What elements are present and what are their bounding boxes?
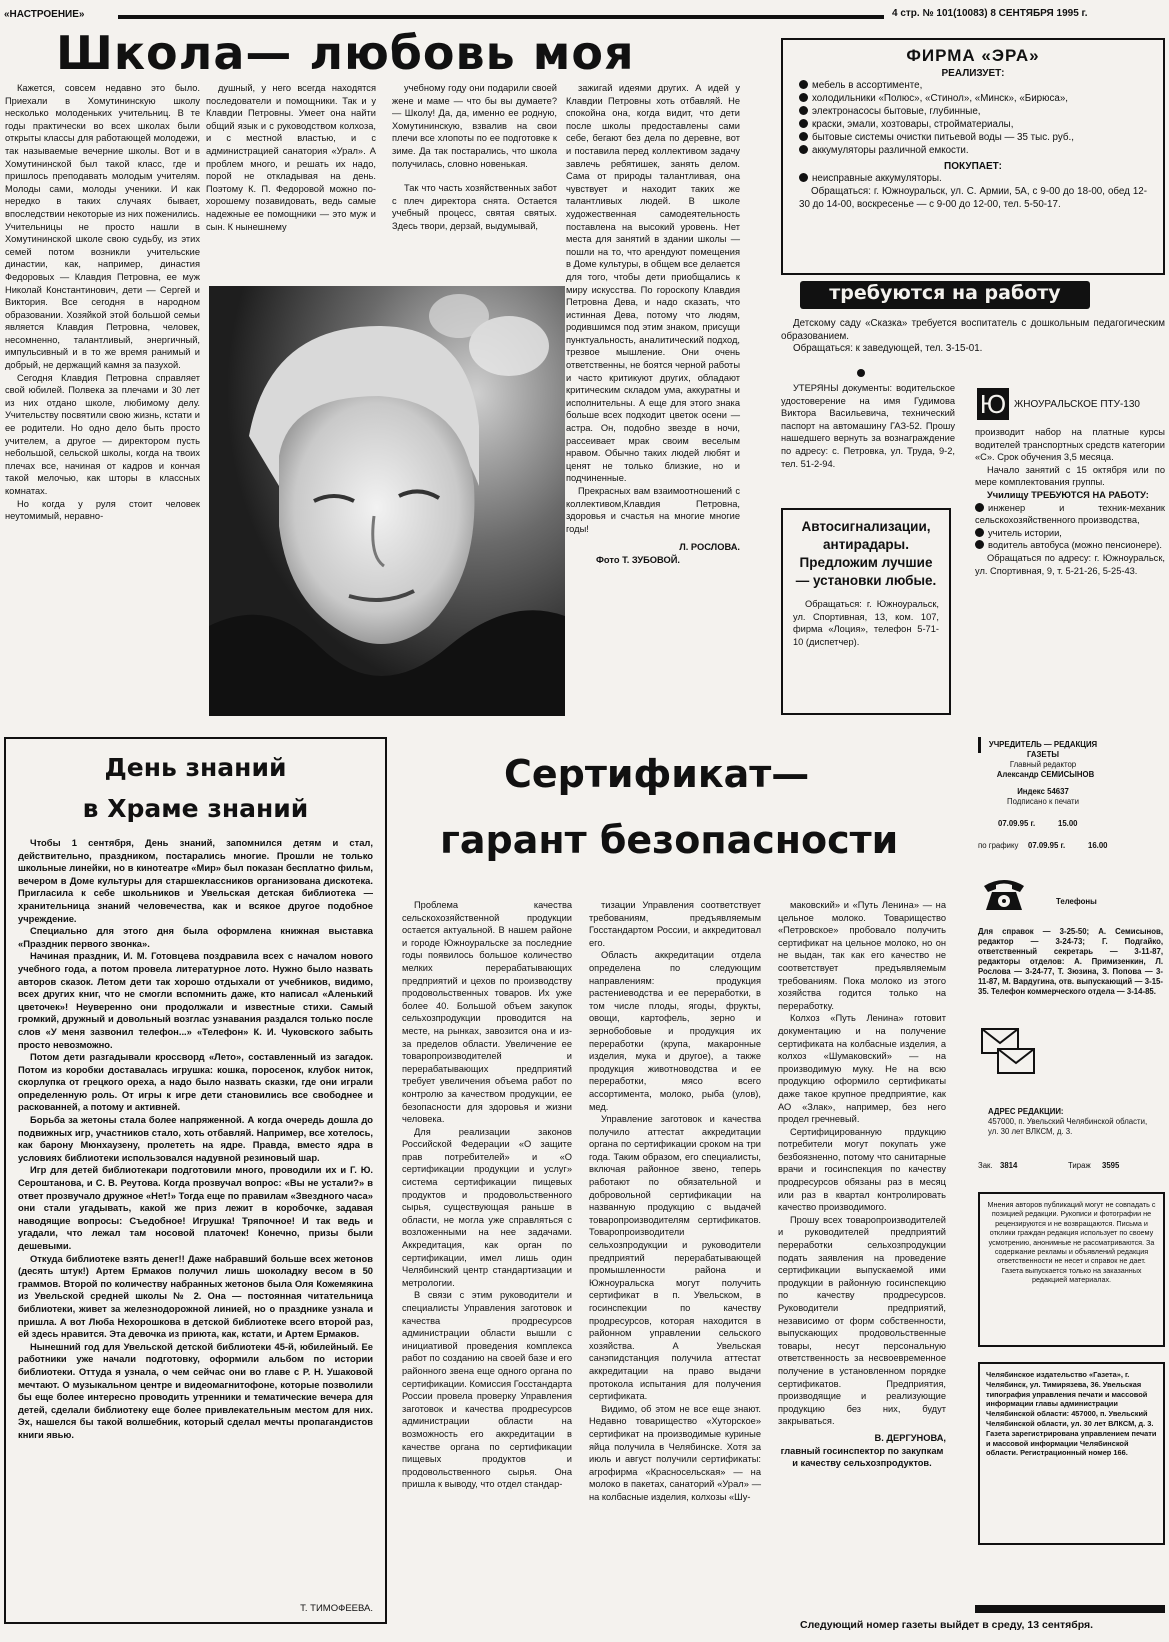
cert-col3: маковский» и «Путь Ленина» — на цельное молоко. Товарищество «Петровское» пробовало получить сертификат на цельное молоко, но он не выдан, так как его качество не соответствует предъявляемым требованиям. Пока молоко из этого хозяйства годится только на переработку. Колхоз «Путь Ленина» готовит документацию и на получение сертификата на колбасные изделия, а колхоз «Шумаковский» — на производимую муку. Не на всю продукцию оформило сертификаты даже такое крупное предприятие, как АО «Злак», например, без него продел гречневый. Сертифицированную прдукцию потребители могут покупать уже безбоязненно, потому что санитарные врачи и госинспекция по качеству продресурсов обязаны раз в месяц или раз в квартал контролировать качество производимого. Прошу всех товаропроизводителей и руководителей предприятий переработки сельхозпродукции подать заявления на проведение сертификации выпускаемой ими продукции в районную госинспекцию по качеству продресурсов. Руководители предприятий, независимо от форм собственности, выпускающих продовольственные товары, несут персональную ответственность за несвоевременное получение в установленном порядке сертификатов. Предприятия, производящие и реализующие продукцию без них, будут закрываться. В. ДЕРГУНОВА, главный госинспектор по закупкам и качеству сельхозпродуктов. xyxy=(778,900,946,1469)
cert-col2: тизации Управления соответствует требованиям, предъявляемым Госстандартом России, и аккредитовал его. Область аккредитации отдела определена по следующим направлениям: продукция растениеводства и ее переработки, в том числе плоды, ягоды, фрукты, овощи, картофель, зерно и зернобобовые и продукция их переработки (крупа, макаронные изделия, мука и другое), а также продукция животноводства и ее переработки, мясо всего ассортимента, молоко, рыба (улов), мед. Управление заготовок и качества получило аттестат аккредитации органа по сертификации сроком на три года. Таким образом, его специалисты, включая районное звено, теперь работают по обязательной и добровольной сертификации на названную продукцию с выдачей товаропроизводителям сертификатов. Товаропроизводители сельхозпродукции и руководители предприятий перерабатывающей промышленности района и Южноуральска могут получить сертификат в п. Увельском, в госинспекции по качеству продресурсов, которая находится в районном управлении сельского хозяйства. А Увельская санэпидстанция получила аттестат аккредитации на право выдачи протокола испытания для получения сертификата. Видимо, об этом не все еще знают. Недавно товарищество «Хуторское» сертификат на производимые куриные яйца получила в Челябинске. Хотя за июль и август получили сертификаты: агрофирма «Красносельская» — на молоко в пакетах, санаторий «Урал» — на колбасные изделия, колхозы «Шу- xyxy=(589,900,761,1502)
footer-rule xyxy=(975,1605,1165,1613)
lost-documents-ad: УТЕРЯНЫ документы: водительское удостоверение на имя Гудимова Виктора Васильевича, технический паспорт на автомашину ГАЗ-52. Прошу нашедшего вернуть за вознаграждение по адресу: с. Петровка, ул. Труда, 9-2, тел. 51-2-94. xyxy=(781,383,955,469)
list-item: аккумуляторы различной емкости. xyxy=(799,144,1147,157)
printing-box xyxy=(978,1362,1165,1545)
masthead-copies: 3595 xyxy=(1102,1161,1120,1170)
masthead-phones: Для справок — 3-25-50; А. Семисынов, редактор — 3-24-73; Г. Подгайко, ответственный секретарь — 3-11-87, редакторы отделов: А. Примизенкин, Л. Рослова — 3-24-77, Т. Зюзина, З. Попова — 3-11-87, М. Вардугина, отв. выпускающий — 3-15-35. Телефон коммерческого отдела — 3-14-85. xyxy=(978,927,1163,996)
masthead-editor-label: Главный редактор xyxy=(1009,760,1077,769)
masthead-time1: 15.00 xyxy=(1058,819,1078,828)
masthead-address: 457000, п. Увельский Челябинской области, ул. 30 лет ВЛКСМ, д. 3. xyxy=(988,1117,1148,1136)
masthead-founder: УЧРЕДИТЕЛЬ — РЕДАКЦИЯ ГАЗЕТЫ xyxy=(988,740,1098,759)
knowledge-title-1: День знаний xyxy=(104,753,287,782)
list-item: инженер и техник-механик сельскохозяйственного производства, xyxy=(975,502,1165,526)
knowledge-title-2: в Храме знаний xyxy=(82,794,309,823)
masthead-printing: Челябинское издательство «Газета», г. Челябинск, ул. Тимирязева, 36. Увельская типография управления печати и массовой информации главы администрации Челябинской области: 457000, п. Увельский Челябинской области, ул. 30 лет ВЛКСМ, д. 3. Газета зарегистрирована управлением печати и массовой информации Челябинской области. Регистрационный номер 166. xyxy=(986,1370,1157,1458)
masthead-copies-label: Тираж xyxy=(1068,1161,1091,1170)
next-issue-note: Следующий номер газеты выйдет в среду, 13 сентября. xyxy=(800,1619,1094,1631)
firma-title: ФИРМА «ЭРА» xyxy=(906,46,1040,65)
firma-contact: Обращаться: г. Южноуральск, ул. С. Армии, 5А, с 9-00 до 18-00, обед 12-30 до 14-00, воскресенье — с 9-00 до 12-00, тел. 5-50-17. xyxy=(799,186,1147,210)
jobs-ad-kindergarten: Детскому саду «Сказка» требуется воспитатель с дошкольным педагогическим образованием. Обращаться: к заведующей, тел. 3-15-01. xyxy=(781,318,1165,355)
cert-title-2: гарант безопасности xyxy=(440,818,899,862)
list-item: электронасосы бытовые, глубинные, xyxy=(799,105,1147,118)
list-item: бытовые системы очистки питьевой воды — 35 тыс. руб., xyxy=(799,131,1147,144)
telephone-icon xyxy=(980,872,1028,912)
list-item: холодильники «Полюс», «Стинол», «Минск», «Бирюса», xyxy=(799,92,1147,105)
school-article-author: Л. РОСЛОВА. xyxy=(679,542,740,553)
corner-mark xyxy=(978,737,981,753)
masthead-signed: Подписано к печати xyxy=(1007,797,1079,806)
cert-author: В. ДЕРГУНОВА, xyxy=(874,1432,946,1443)
separator-dot xyxy=(857,369,865,377)
ptu-ad: производит набор на платные курсы водителей транспортных средств категории «С». Срок обучения 3,5 месяца. Начало занятий с 15 октября или по мере комплектования группы. Училищу ТРЕБУЮТСЯ НА РАБОТУ: инженер и техник-механик сельскохозяйственного производства, учитель истории, водитель автобуса (можно пенсионере). Обращаться по адресу: г. Южноуральск, ул. Спортивная, 9, т. 5-21-26, 5-25-43. xyxy=(975,427,1165,576)
firma-sells-label: РЕАЛИЗУЕТ: xyxy=(941,68,1005,79)
masthead-date1: 07.09.95 г. xyxy=(998,819,1036,828)
knowledge-article-body: Чтобы 1 сентября, День знаний, запомнился детям и стал, действительно, праздником, постарались многие. Прошли не только школьные линейки, но в кинотеатре «Мир» был показан бесплатно фильм, вечером в Доме культуры для старшеклассников организована дискотека. Пригласила к себе школьников и Увельская детская библиотека — хранительница знаний человечества, как и всякое другое подобное учреждение. Специально для этого дня была оформлена книжная выставка «Праздник первого звонка». Начиная праздник, И. М. Готовцева поздравила всех с началом нового учебного года, а потом провела литературное лото. Нужно было назвать авторов сказок. Летом дети так хорошо отдыхали от учебников, видимо, всех других книг, что не смогли вспомнить даже, кто написал «Аленький цветочек»! Неуверенно они продолжали и известные стихи. Самый громкий, дружный и довольный возглас узнавания раздался только после слов «У меня зазвонил телефон...» «Телефон» К. И. Чуковского забыть просто невозможно. Потом дети разгадывали кроссворд «Лето», составленный из загадок. Потом из коробки доставалась игрушка: кошка, поросенок, клубок ниток, скорлупка от грецкого ореха, а надо было назвать сказки, где они играли определенную роль. От игры к игре дети становились все свободнее и раскованней, а потому и активней. Борьба за жетоны стала более напряженной. А когда очередь дошла до подвижных игр, участников стало, хоть отбавляй. Например, все хотелось, как барону Мюнхаузену, пролететь на ядре. Правда, вместо ядра в условиях библиотеки использовался надувной резиновый шар. Игр для детей библиотекари подготовили много, проводили их и Г. Ю. Сероштанова, и С. В. Реутова. Когда прозвучал вопрос: «Вы не устали?» в ответ прозвучало дружное «Нет!» Тогда еще по правилам «Звездного часа» они стали угадывать, какой же приз лежит в коробочке, задавая наводящие вопросы: Съедобное! Игрушка! Тряпочное! И так ведь и угадали, что лежал там носовой платочек! Конечно, призы были дешевыми. Откуда библиотеке взять денег!! Даже набравший больше всех жетонов (десять штук!) Артем Ермаков получил лишь шоколадку весом в 50 граммов. Второй по количеству набранных жетонов была Оля Кожемякина из Увельской средней школы № 2. Она — постоянная читательница библиотеки, живет за железнодорожной линией, но о празднике узнала и пришла. А вот Люба Нехорошкова в детской библиотеке всего второй раз, ей здесь нравится. Эта девочка из приюта, как, кстати, и Артем Ермаков. Нынешний год для Увельской детской библиотеки 45-й, юбилейный. Ее работники уже начали подготовку, оформили альбом по истории библиотеки. Оттуда я узнала, о чем сейчас они во главе с Р. Н. Ушаковой мечтают. О музыкальном центре и видеомагнитофоне, которые позволили бы еще более интересно проводить утренники и тематические вечера для детей, сделали библиотеку еще более привлекательным местом для них. Эх, нашелся бы такой волшебник, который сделал мечты пропагандистов книги явью. xyxy=(18,837,373,1440)
header-rule xyxy=(118,15,884,19)
masthead xyxy=(978,737,1165,1610)
masthead-schedule-label: по графику xyxy=(978,841,1019,850)
cert-title-1: Сертификат— xyxy=(504,752,810,796)
auto-ad-contact: Обращаться: г. Южноуральск, ул. Спортивная, 13, ком. 107, фирма «Лоция», телефон 5-71-10 (диспетчер). xyxy=(793,599,939,647)
jobs-banner-text: требуются на работу xyxy=(829,282,1061,304)
knowledge-author: Т. ТИМОФЕЕВА. xyxy=(300,1603,373,1614)
school-article-col2: душный, у него всегда находятся последователи и помощники. Так и у Клавдии Петровны. Умеет она найти общий язык и с руководством колхоза, и с местной властью, и с администрацией санатория «Урал». А проблем много, и решать их надо, порой не откладывая на день. Поэтому К. П. Федоровой можно по-хорошему позавидовать, ведь самые надежные ее помощники — это муж и сын. К нынешнему xyxy=(206,83,376,232)
photo-credit: Фото Т. ЗУБОВОЙ. xyxy=(596,554,681,565)
school-article-col3: учебному году они подарили своей жене и маме — что бы вы думаете? — Школу! Да, да, именно ее родную, Хомутининскую, взвалив на свои плечи все хлопоты по ее подготовке к зиме. Да так постарались, что школа получилась, словно новенькая. Так что часть хозяйственных забот с плеч директора снята. Остается учебный процесс, святая святых. Здесь твори, дерзай, выдумывай, xyxy=(392,83,557,231)
masthead-editor: Александр СЕМИСЫНОВ xyxy=(996,770,1095,779)
list-item: мебель в ассортименте, xyxy=(799,79,1147,92)
masthead-phones-label: Телефоны xyxy=(1056,897,1097,906)
firma-buys-list xyxy=(799,172,1147,211)
masthead-index: Индекс 54637 xyxy=(1017,787,1069,796)
section-name: «НАСТРОЕНИЕ» xyxy=(4,9,85,20)
list-item: неисправные аккумуляторы. xyxy=(799,172,1147,185)
envelope-icon xyxy=(980,1027,1038,1077)
firma-buys-label: ПОКУПАЕТ: xyxy=(944,161,1002,172)
disclaimer-box xyxy=(978,1192,1165,1347)
auto-alarm-ad xyxy=(781,508,951,715)
knowledge-article xyxy=(4,737,387,1624)
masthead-disclaimer: Мнения авторов публикаций могут не совпадать с позицией редакции. Рукописи и фотографии не рецензируются и не возвращаются. Письма и отклики граждан редакция использует по своему усмотрению, анонимные не рассматриваются. За содержание рекламы и объявлений редакция ответственности не несет и справок не дает. Газета выпускается только на заказанных редакцией материалах. xyxy=(987,1200,1156,1285)
portrait-photo xyxy=(209,286,565,716)
issue-info: 4 стр. № 101(10083) 8 СЕНТЯБРЯ 1995 г. xyxy=(892,8,1088,19)
masthead-time2: 16.00 xyxy=(1088,841,1108,850)
masthead-address-label: АДРЕС РЕДАКЦИИ: xyxy=(988,1107,1064,1116)
masthead-order: 3814 xyxy=(1000,1161,1018,1170)
cert-author-title: главный госинспектор по закупкам и качеству сельхозпродуктов. xyxy=(780,1445,944,1469)
firma-sells-list xyxy=(799,79,1147,157)
cert-col1: Проблема качества сельскохозяйственной продукции остается актуальной. В нашем районе и городе Южноуральске за последние годы появилось большое количество мелких перерабатывающих предприятий и цехов по производству продовольственных товаров. Их уже более 40. Большой объем закупок сельхозпродукции проводится на месте, на рынках, завозится она и из-за пределов области. Увеличение ее товаропроизводителей и перерабатывающих предприятий требует увеличения объема работ по контролю за качеством продукции, ее безопасности для здоровья и жизни человека. Для реализации законов Российской Федерации «О защите прав потребителей» и «О сертификации продукции и услуг» система сертификации пищевых продуктов и продовольственного сырья, существующая раньше в области, не могла уже справляться с возложенными на нее задачами. Аккредитация, как орган по сертификации, имел лишь один Челябинский центр стандартизации и метрологии. В связи с этим руководители и специалисты Управления заготовок и качества продресурсов администрации области вышли с инициативой проведения комплекса работ по созданию на своей базе и его районного звена еще одного органа по сертификации. Комиссия Госстандарта России провела проверку Управления заготовок и качества продресурсов администрации области на возможность его аккредитации в качестве органа по сертификации пищевых продуктов и продовольственного сырья. Она пришла к выводу, что отдел стандар- xyxy=(402,900,572,1490)
list-item: водитель автобуса (можно пенсионере). xyxy=(975,539,1165,552)
list-item: учитель истории, xyxy=(975,527,1165,540)
masthead-date2: 07.09.95 г. xyxy=(1028,841,1066,850)
ptu-name: ЖНОУРАЛЬСКОЕ ПТУ-130 xyxy=(1014,399,1140,410)
ptu-logo: Ю xyxy=(977,388,1009,420)
list-item: краски, эмали, хозтовары, стройматериалы, xyxy=(799,118,1147,131)
school-article-col4: зажигай идеями других. А идей у Клавдии Петровны хоть отбавляй. Не спокойна она, когда видит, что дети после школы предоставлены сами себе, бегают без дела по деревне, вот и поставила перед коллективом задачу завлечь ребятишек, занять делом. Сама от природы талантливая, она чувствует и находит таких же талантливых людей. В школе художественная самодеятельность поставлена на высокий уровень. Нет места для занятий в здании школы — пошли на то, что арендуют помещения в Доме культуры, в общем все делается для того, чтобы дети приобщались к миру искусства. По гороскопу Клавдия Петровна Дева, и надо сказать, что истинная Дева, потому что людям, родившимся под этим знаком, присущи пунктуальность, аналитический подход, трезвое мышление. Они очень ответственны, не боятся черной работы и часто критикуют других, обладают критическим складом ума, аккуратны и исполнительны. А еще для этого знака больше всех подходит цветок осени — астра. Он, подобно звезде в ночи, рассеивает мрак своим веселым нравом. Обычно таких людей любят и ценят не только близкие, но и подчиненные. Прекрасных вам взаимоотношений с коллективом,Клавдия Петровна, здоровья и счастья на многие многие годы! Л. РОСЛОВА. Фото Т. ЗУБОВОЙ. xyxy=(566,83,740,565)
school-article-col1: Кажется, совсем недавно это было. Приехали в Хомутининскую школу несколько молоденьких учительниц. В те годы практически во всех школах были открыты классы для работающей молодежи, так называемые вечерние школы. Вот и в Хомутининской был такой класс, где и пришлось преподавать молодым учителям. Молоды сами, молоды ученики. И как нередко в таких случаях бывает, впоследствии некоторые из них поженились. Учительницы не просто нашли в Хомутининской школе свою судьбу, из этих семей потом возникли учительские династии, как, например, династия Федоровых — Клавдия Петровна, ее муж Николай Константинович, дети — Сергей и Виктория. Все сегодня в народном образовании. Хозяйкой этой большой семьи является Клавдия Петровна, человек, несомненно, талантливый, энергичный, импульсивный и в то же время ранимый и добрый, не держащий камня за пазухой. Сегодня Клавдия Петровна справляет свой юбилей. Полвека за плечами и 30 лет из них отдано школе, любимому делу. Учительству посвятили свою жизнь, кстати и ее родители. Но одно дело быть просто учителем, а другое — директором пусть небольшой, сельской школы, когда на твоих плечах все, начиная от кадров и кончая такой мелочью, как шторы в классных комнатах. Но когда у руля стоит человек неутомимый, неравно- xyxy=(5,83,200,522)
auto-ad-headline: Автосигнализации, антирадары. Предложим лучшие — установки любые. xyxy=(795,519,937,588)
masthead-order-label: Зак. xyxy=(978,1161,993,1170)
firma-era-ad xyxy=(781,38,1165,275)
school-article-title: Школа— любовь моя xyxy=(56,26,635,80)
